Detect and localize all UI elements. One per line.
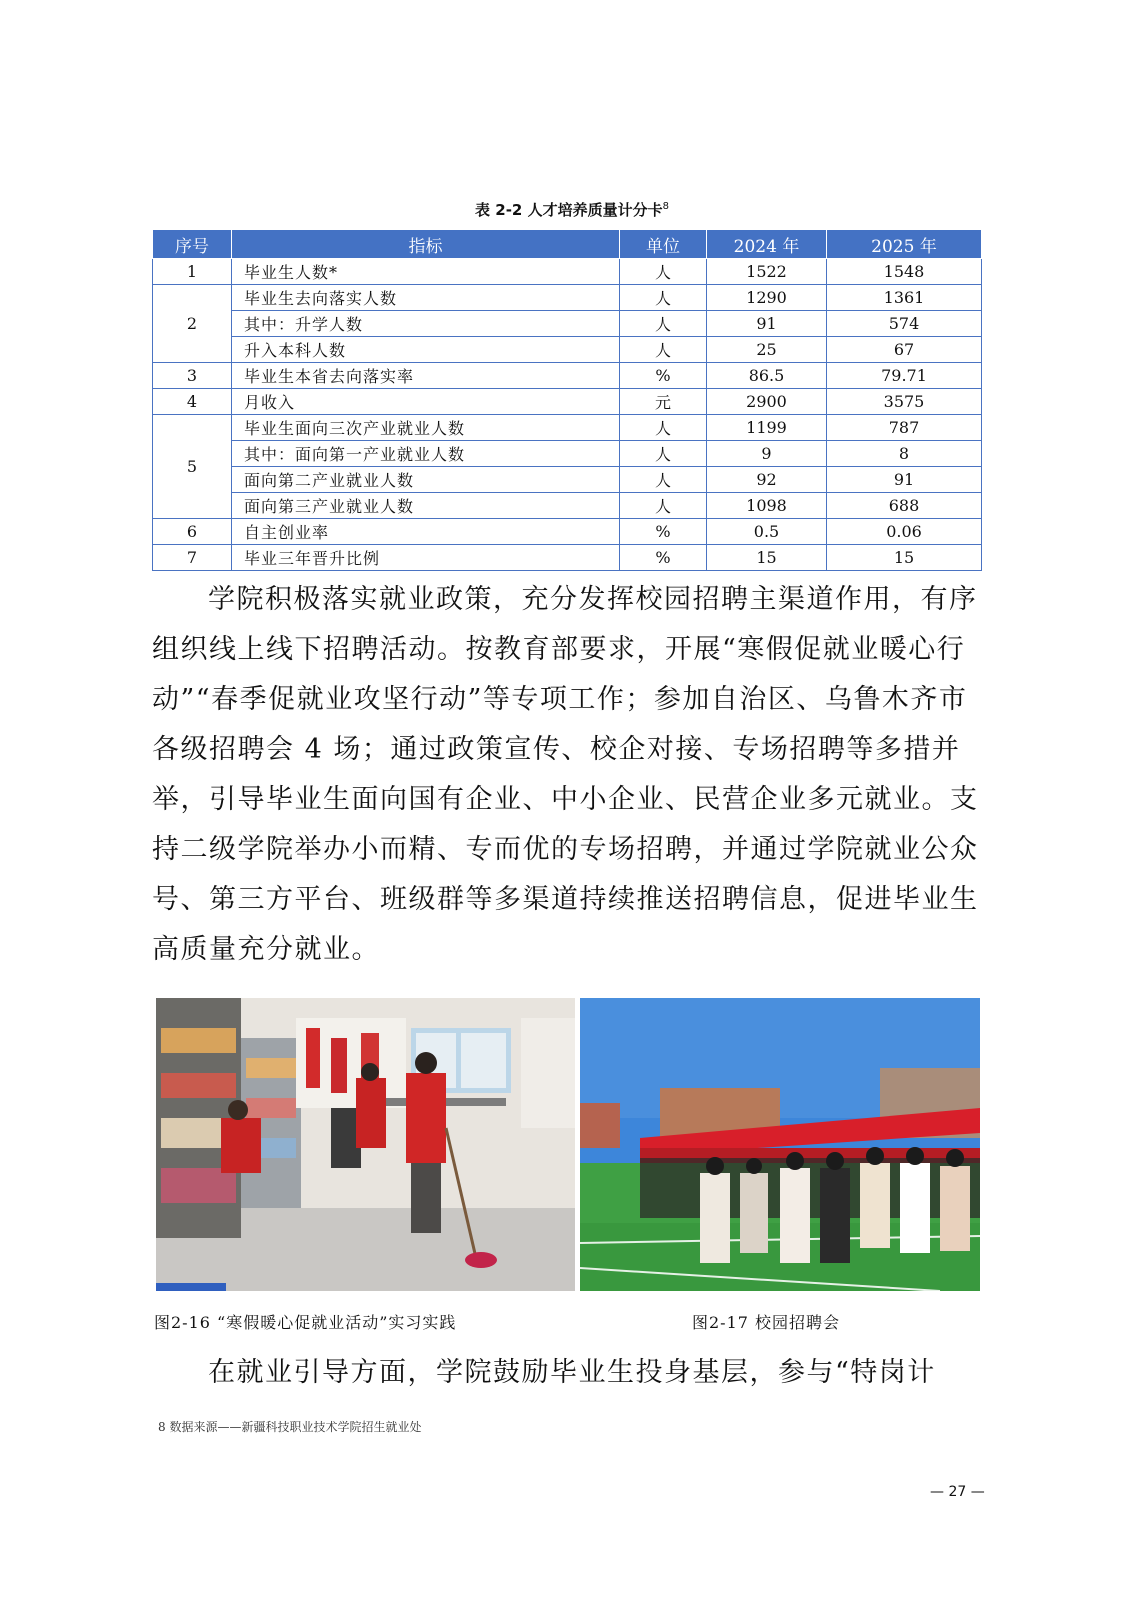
row-indicator: 面向第二产业就业人数 (232, 467, 620, 493)
row-no: 1 (153, 259, 232, 285)
row-indicator: 毕业三年晋升比例 (232, 545, 620, 571)
job-fair-photo-illustration (580, 998, 980, 1291)
page-number: — 27 — (930, 1484, 985, 1500)
row-unit: 人 (620, 259, 707, 285)
volunteer-photo-illustration (156, 998, 575, 1291)
footnote: 8 数据来源——新疆科技职业技术学院招生就业处 (158, 1420, 422, 1434)
photo-volunteer-activity (156, 998, 575, 1291)
row-indicator: 自主创业率 (232, 519, 620, 545)
row-unit: 人 (620, 467, 707, 493)
row-2025: 91 (827, 467, 982, 493)
row-2024: 1290 (707, 285, 827, 311)
row-indicator: 其中：面向第一产业就业人数 (232, 441, 620, 467)
table-row (153, 545, 982, 571)
figure-caption-2-16: 图2-16 “寒假暖心促就业活动”实习实践 (154, 1313, 457, 1332)
row-unit: 人 (620, 311, 707, 337)
table-row (153, 363, 982, 389)
row-2024: 1199 (707, 415, 827, 441)
header-2025: 2025 年 (827, 230, 982, 259)
row-unit: % (620, 519, 707, 545)
table-header-row (153, 230, 982, 259)
row-unit: 人 (620, 415, 707, 441)
row-2025: 787 (827, 415, 982, 441)
row-2025: 1548 (827, 259, 982, 285)
header-indicator: 指标 (232, 230, 620, 259)
row-2024: 25 (707, 337, 827, 363)
row-no: 7 (153, 545, 232, 571)
row-indicator: 其中：升学人数 (232, 311, 620, 337)
table-row (153, 285, 982, 311)
header-unit: 单位 (620, 230, 707, 259)
figure-caption-2-17: 图2-17 校园招聘会 (692, 1313, 841, 1332)
row-2025: 688 (827, 493, 982, 519)
row-2024: 0.5 (707, 519, 827, 545)
row-2025: 3575 (827, 389, 982, 415)
row-no: 6 (153, 519, 232, 545)
row-indicator: 面向第三产业就业人数 (232, 493, 620, 519)
talent-quality-table (152, 229, 982, 571)
row-indicator: 月收入 (232, 389, 620, 415)
row-indicator: 毕业生面向三次产业就业人数 (232, 415, 620, 441)
row-no: 4 (153, 389, 232, 415)
body-paragraph-continued: 在就业引导方面，学院鼓励毕业生投身基层，参与“特岗计 (208, 1357, 936, 1388)
row-indicator: 毕业生本省去向落实率 (232, 363, 620, 389)
row-unit: 人 (620, 337, 707, 363)
table-row (153, 311, 982, 337)
row-indicator: 升入本科人数 (232, 337, 620, 363)
row-unit: 人 (620, 493, 707, 519)
row-unit: 人 (620, 285, 707, 311)
row-2024: 92 (707, 467, 827, 493)
table-caption: 表 2-2 人才培养质量计分卡$^8$ (475, 201, 669, 219)
row-2024: 15 (707, 545, 827, 571)
body-paragraph: 学院积极落实就业政策，充分发挥校园招聘主渠道作用，有序组织线上线下招聘活动。按教育部要求，开展“寒假促就业暖心行动”“春季促就业攻坚行动”等专项工作；参加自治区、乌鲁木齐市各级招聘会 4 场；通过政策宣传、校企对接、专场招聘等多措并举，引导毕业生面向国有企业、中小企业、民营企业多元就业。支持二级学院举办小而精、专而优的专场招聘，并通过学院就业公众号、第三方平台、班级群等多渠道持续推送招聘信息，促进毕业生高质量充分就业。 (152, 584, 979, 965)
table-row (153, 337, 982, 363)
header-no: 序号 (153, 230, 232, 259)
photo-campus-job-fair (580, 998, 980, 1291)
table-row (153, 467, 982, 493)
footnote-ref: 8 (662, 201, 669, 212)
table-row (153, 493, 982, 519)
row-2025: 15 (827, 545, 982, 571)
row-unit: % (620, 363, 707, 389)
table-row (153, 519, 982, 545)
row-2024: 9 (707, 441, 827, 467)
row-2024: 1098 (707, 493, 827, 519)
table-row (153, 415, 982, 441)
table-row (153, 441, 982, 467)
table-row (153, 389, 982, 415)
row-no: 2 (153, 285, 232, 363)
row-2024: 1522 (707, 259, 827, 285)
row-no: 3 (153, 363, 232, 389)
row-unit: 人 (620, 441, 707, 467)
row-2024: 2900 (707, 389, 827, 415)
row-2025: 67 (827, 337, 982, 363)
row-2024: 91 (707, 311, 827, 337)
row-2025: 0.06 (827, 519, 982, 545)
row-2024: 86.5 (707, 363, 827, 389)
row-indicator: 毕业生去向落实人数 (232, 285, 620, 311)
header-2024: 2024 年 (707, 230, 827, 259)
row-unit: 元 (620, 389, 707, 415)
row-indicator: 毕业生人数* (232, 259, 620, 285)
row-2025: 1361 (827, 285, 982, 311)
row-unit: % (620, 545, 707, 571)
table-row (153, 259, 982, 285)
row-no: 5 (153, 415, 232, 519)
row-2025: 8 (827, 441, 982, 467)
row-2025: 79.71 (827, 363, 982, 389)
row-2025: 574 (827, 311, 982, 337)
